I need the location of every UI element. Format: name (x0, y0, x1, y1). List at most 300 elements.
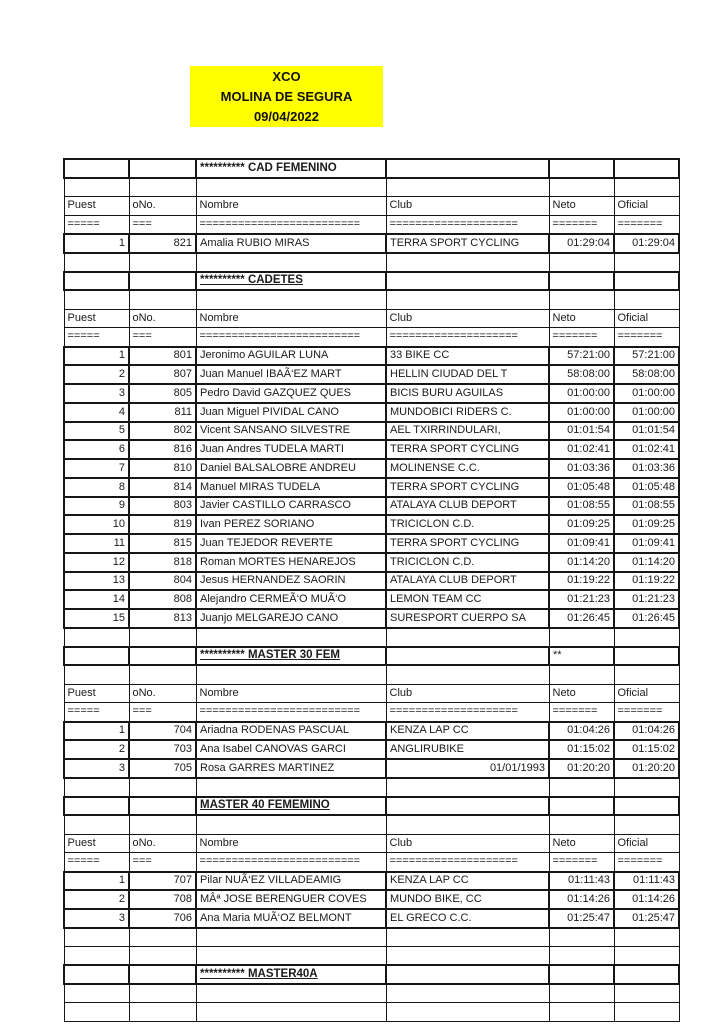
cell-puesto: 2 (64, 365, 129, 384)
cell-oficial: 01:05:48 (614, 478, 679, 497)
empty-cell (614, 1003, 679, 1022)
empty-cell (386, 778, 549, 797)
cell-dorsal: 707 (129, 872, 196, 891)
cell-neto: 01:09:25 (549, 515, 614, 534)
empty-cell (549, 253, 614, 272)
separator: ========================= (196, 853, 386, 872)
cell-club: MUNDO BIKE, CC (386, 890, 549, 909)
section-title-row (64, 647, 679, 666)
column-header-dorsal: oNo. (129, 834, 196, 853)
section-neto-mark: ** (549, 647, 614, 666)
result-row (64, 459, 679, 478)
column-header-nombre: Nombre (196, 309, 386, 328)
empty-cell (129, 178, 196, 197)
empty-cell (614, 647, 679, 666)
empty-cell (64, 984, 129, 1003)
result-row (64, 365, 679, 384)
cell-nombre: Juan TEJEDOR REVERTE (196, 534, 386, 553)
empty-cell (614, 628, 679, 647)
cell-club: KENZA LAP CC (386, 872, 549, 891)
column-header-nombre: Nombre (196, 684, 386, 703)
separator-row (64, 853, 679, 872)
separator-row (64, 215, 679, 234)
empty-row (64, 984, 679, 1003)
cell-dorsal: 810 (129, 459, 196, 478)
cell-neto: 01:26:45 (549, 609, 614, 628)
result-row (64, 478, 679, 497)
section-title: ********** CAD FEMENINO (196, 159, 386, 178)
column-header-puesto: Puest (64, 684, 129, 703)
separator-row (64, 328, 679, 347)
cell-club: ATALAYA CLUB DEPORT (386, 572, 549, 591)
cell-puesto: 1 (64, 722, 129, 741)
cell-nombre: Jesus HERNANDEZ SAORIN (196, 572, 386, 591)
cell-club: 33 BIKE CC (386, 347, 549, 366)
cell-nombre: Ariadna RODENAS PASCUAL (196, 722, 386, 741)
result-row (64, 572, 679, 591)
cell-nombre: Juan Andres TUDELA MARTI (196, 440, 386, 459)
cell-neto: 01:19:22 (549, 572, 614, 591)
separator: ==================== (386, 328, 549, 347)
section-title: ********** CADETES (196, 272, 386, 291)
cell-nombre: Pedro David GAZQUEZ QUES (196, 384, 386, 403)
empty-cell (386, 178, 549, 197)
cell-dorsal: 818 (129, 553, 196, 572)
column-header-row (64, 309, 679, 328)
cell-club: TERRA SPORT CYCLING (386, 534, 549, 553)
cell-neto: 01:05:48 (549, 478, 614, 497)
separator: ===== (64, 215, 129, 234)
result-row (64, 440, 679, 459)
empty-row (64, 290, 679, 309)
empty-cell (64, 1003, 129, 1022)
cell-dorsal: 802 (129, 422, 196, 441)
empty-row (64, 178, 679, 197)
empty-cell (549, 984, 614, 1003)
empty-cell (386, 1003, 549, 1022)
cell-neto: 01:08:55 (549, 497, 614, 516)
empty-cell (549, 928, 614, 947)
column-header-oficial: Oficial (614, 684, 679, 703)
empty-cell (614, 272, 679, 291)
cell-club: TERRA SPORT CYCLING (386, 478, 549, 497)
result-row (64, 722, 679, 741)
column-header-nombre: Nombre (196, 197, 386, 216)
empty-cell (386, 947, 549, 966)
cell-puesto: 2 (64, 740, 129, 759)
cell-neto: 01:04:26 (549, 722, 614, 741)
result-row (64, 347, 679, 366)
column-header-row (64, 834, 679, 853)
cell-puesto: 5 (64, 422, 129, 441)
cell-dorsal: 705 (129, 759, 196, 778)
empty-row (64, 947, 679, 966)
column-header-neto: Neto (549, 834, 614, 853)
result-row (64, 872, 679, 891)
event-name: XCO (272, 69, 301, 84)
column-header-oficial: Oficial (614, 309, 679, 328)
separator: ===== (64, 328, 129, 347)
empty-cell (549, 178, 614, 197)
cell-oficial: 01:11:43 (614, 872, 679, 891)
empty-cell (196, 984, 386, 1003)
empty-cell (196, 815, 386, 834)
cell-neto: 01:11:43 (549, 872, 614, 891)
column-header-oficial: Oficial (614, 834, 679, 853)
cell-oficial: 01:14:26 (614, 890, 679, 909)
empty-row (64, 253, 679, 272)
cell-puesto: 12 (64, 553, 129, 572)
separator: ======= (549, 215, 614, 234)
cell-club: TERRA SPORT CYCLING (386, 440, 549, 459)
cell-puesto: 15 (64, 609, 129, 628)
cell-oficial: 01:00:00 (614, 403, 679, 422)
cell-nombre: Daniel BALSALOBRE ANDREU (196, 459, 386, 478)
separator: ======= (549, 703, 614, 722)
cell-oficial: 01:20:20 (614, 759, 679, 778)
cell-oficial: 01:14:20 (614, 553, 679, 572)
result-row (64, 403, 679, 422)
section-title: ********** MASTER40A (196, 965, 386, 984)
cell-neto: 01:09:41 (549, 534, 614, 553)
empty-cell (386, 647, 549, 666)
cell-nombre: Vicent SANSANO SILVESTRE (196, 422, 386, 441)
section-title-row (64, 965, 679, 984)
empty-cell (129, 965, 196, 984)
cell-neto: 57:21:00 (549, 347, 614, 366)
result-row (64, 515, 679, 534)
empty-cell (64, 797, 129, 816)
separator: ===== (64, 703, 129, 722)
empty-cell (64, 928, 129, 947)
cell-oficial: 01:00:00 (614, 384, 679, 403)
cell-club: LEMON TEAM CC (386, 590, 549, 609)
cell-neto: 01:03:36 (549, 459, 614, 478)
cell-neto: 58:08:00 (549, 365, 614, 384)
cell-dorsal: 801 (129, 347, 196, 366)
cell-nombre: Jeronimo AGUILAR LUNA (196, 347, 386, 366)
cell-dorsal: 703 (129, 740, 196, 759)
empty-cell (549, 778, 614, 797)
separator: ======= (549, 328, 614, 347)
cell-oficial: 01:09:41 (614, 534, 679, 553)
cell-oficial: 58:08:00 (614, 365, 679, 384)
column-header-neto: Neto (549, 684, 614, 703)
cell-nombre: Manuel MIRAS TUDELA (196, 478, 386, 497)
empty-cell (549, 159, 614, 178)
cell-oficial: 01:04:26 (614, 722, 679, 741)
empty-cell (386, 928, 549, 947)
empty-cell (614, 815, 679, 834)
empty-cell (196, 928, 386, 947)
event-date: 09/04/2022 (253, 109, 320, 124)
separator: ==================== (386, 703, 549, 722)
empty-row (64, 928, 679, 947)
separator: ========================= (196, 703, 386, 722)
cell-puesto: 10 (64, 515, 129, 534)
cell-puesto: 9 (64, 497, 129, 516)
cell-nombre: Juan Miguel PIVIDAL CANO (196, 403, 386, 422)
empty-cell (614, 797, 679, 816)
empty-cell (64, 272, 129, 291)
results-table-body (64, 159, 679, 1022)
empty-cell (549, 628, 614, 647)
result-row (64, 384, 679, 403)
column-header-neto: Neto (549, 309, 614, 328)
cell-club: KENZA LAP CC (386, 722, 549, 741)
empty-cell (129, 665, 196, 684)
column-header-club: Club (386, 684, 549, 703)
cell-club: EL GRECO C.C. (386, 909, 549, 928)
cell-neto: 01:25:47 (549, 909, 614, 928)
cell-club: MOLINENSE C.C. (386, 459, 549, 478)
separator: === (129, 853, 196, 872)
column-header-club: Club (386, 309, 549, 328)
empty-cell (386, 815, 549, 834)
empty-cell (614, 965, 679, 984)
separator: ===== (64, 853, 129, 872)
cell-oficial: 01:02:41 (614, 440, 679, 459)
cell-nombre: Amalia RUBIO MIRAS (196, 234, 386, 253)
empty-cell (64, 965, 129, 984)
empty-row (64, 1003, 679, 1022)
empty-cell (196, 178, 386, 197)
cell-puesto: 7 (64, 459, 129, 478)
empty-cell (129, 815, 196, 834)
result-row (64, 909, 679, 928)
cell-dorsal: 704 (129, 722, 196, 741)
empty-row (64, 778, 679, 797)
empty-cell (129, 253, 196, 272)
cell-dorsal: 803 (129, 497, 196, 516)
separator-row (64, 703, 679, 722)
cell-neto: 01:00:00 (549, 403, 614, 422)
event-location: MOLINA DE SEGURA (220, 89, 353, 104)
cell-club: AEL TXIRRINDULARI, (386, 422, 549, 441)
result-row (64, 534, 679, 553)
cell-nombre: Roman MORTES HENAREJOS (196, 553, 386, 572)
cell-oficial: 01:29:04 (614, 234, 679, 253)
cell-puesto: 3 (64, 909, 129, 928)
column-header-dorsal: oNo. (129, 309, 196, 328)
cell-club: HELLIN CIUDAD DEL T (386, 365, 549, 384)
cell-dorsal: 808 (129, 590, 196, 609)
empty-cell (386, 628, 549, 647)
result-row (64, 890, 679, 909)
result-row (64, 234, 679, 253)
empty-cell (64, 159, 129, 178)
section-title-row (64, 159, 679, 178)
empty-cell (614, 947, 679, 966)
separator: ======= (549, 853, 614, 872)
empty-row (64, 628, 679, 647)
empty-cell (129, 647, 196, 666)
section-title: ********** MASTER 30 FEM (196, 647, 386, 666)
result-row (64, 609, 679, 628)
cell-dorsal: 706 (129, 909, 196, 928)
cell-oficial: 01:01:54 (614, 422, 679, 441)
cell-neto: 01:20:20 (549, 759, 614, 778)
cell-dorsal: 804 (129, 572, 196, 591)
empty-cell (64, 778, 129, 797)
empty-cell (386, 272, 549, 291)
cell-dorsal: 815 (129, 534, 196, 553)
empty-cell (64, 815, 129, 834)
empty-cell (386, 797, 549, 816)
cell-club: SURESPORT CUERPO SA (386, 609, 549, 628)
cell-nombre: Rosa GARRES MARTINEZ (196, 759, 386, 778)
cell-oficial: 57:21:00 (614, 347, 679, 366)
separator: ========================= (196, 328, 386, 347)
separator: === (129, 703, 196, 722)
column-header-neto: Neto (549, 197, 614, 216)
cell-neto: 01:02:41 (549, 440, 614, 459)
empty-cell (549, 665, 614, 684)
cell-neto: 01:29:04 (549, 234, 614, 253)
empty-cell (129, 778, 196, 797)
cell-oficial: 01:21:23 (614, 590, 679, 609)
empty-cell (196, 947, 386, 966)
cell-puesto: 14 (64, 590, 129, 609)
empty-cell (614, 984, 679, 1003)
column-header-row (64, 197, 679, 216)
cell-neto: 01:01:54 (549, 422, 614, 441)
cell-puesto: 6 (64, 440, 129, 459)
cell-nombre: Juan Manuel IBAÃ‘EZ MART (196, 365, 386, 384)
cell-nombre: Alejandro CERMEÃ‘O MUÃ‘O (196, 590, 386, 609)
separator: ======= (614, 703, 679, 722)
separator: ======= (614, 328, 679, 347)
cell-oficial: 01:09:25 (614, 515, 679, 534)
cell-puesto: 11 (64, 534, 129, 553)
cell-club: TRICICLON C.D. (386, 515, 549, 534)
empty-cell (614, 159, 679, 178)
cell-puesto: 3 (64, 384, 129, 403)
empty-cell (614, 778, 679, 797)
cell-oficial: 01:19:22 (614, 572, 679, 591)
empty-cell (129, 947, 196, 966)
cell-club: MUNDOBICI RIDERS C. (386, 403, 549, 422)
cell-nombre: MÂª JOSE BERENGUER COVES (196, 890, 386, 909)
empty-row (64, 815, 679, 834)
empty-cell (386, 984, 549, 1003)
section-title-row (64, 272, 679, 291)
empty-cell (64, 178, 129, 197)
cell-nombre: Pilar NUÃ‘EZ VILLADEAMIG (196, 872, 386, 891)
cell-nombre: Juanjo MELGAREJO CANO (196, 609, 386, 628)
cell-oficial: 01:03:36 (614, 459, 679, 478)
empty-cell (549, 947, 614, 966)
cell-puesto: 3 (64, 759, 129, 778)
empty-cell (549, 797, 614, 816)
empty-cell (614, 290, 679, 309)
cell-puesto: 8 (64, 478, 129, 497)
empty-cell (196, 253, 386, 272)
section-title-row (64, 797, 679, 816)
cell-club: ANGLIRUBIKE (386, 740, 549, 759)
cell-neto: 01:15:02 (549, 740, 614, 759)
empty-cell (549, 290, 614, 309)
empty-cell (64, 628, 129, 647)
cell-puesto: 1 (64, 347, 129, 366)
column-header-puesto: Puest (64, 197, 129, 216)
empty-cell (386, 253, 549, 272)
separator: === (129, 328, 196, 347)
empty-cell (386, 965, 549, 984)
result-row (64, 497, 679, 516)
column-header-oficial: Oficial (614, 197, 679, 216)
empty-cell (386, 665, 549, 684)
cell-neto: 01:21:23 (549, 590, 614, 609)
empty-cell (129, 159, 196, 178)
result-row (64, 590, 679, 609)
cell-oficial: 01:15:02 (614, 740, 679, 759)
cell-nombre: Ivan PEREZ SORIANO (196, 515, 386, 534)
empty-cell (64, 665, 129, 684)
cell-neto: 01:14:20 (549, 553, 614, 572)
separator: ==================== (386, 215, 549, 234)
column-header-club: Club (386, 197, 549, 216)
separator: ======= (614, 215, 679, 234)
empty-cell (129, 928, 196, 947)
empty-cell (549, 272, 614, 291)
section-title: MASTER 40 FEMEMINO (196, 797, 386, 816)
empty-cell (386, 290, 549, 309)
cell-dorsal: 708 (129, 890, 196, 909)
empty-cell (129, 797, 196, 816)
cell-neto: 01:14:26 (549, 890, 614, 909)
column-header-puesto: Puest (64, 309, 129, 328)
cell-oficial: 01:26:45 (614, 609, 679, 628)
empty-cell (196, 1003, 386, 1022)
cell-dorsal: 805 (129, 384, 196, 403)
result-row (64, 553, 679, 572)
cell-club: TRICICLON C.D. (386, 553, 549, 572)
cell-puesto: 1 (64, 234, 129, 253)
empty-cell (614, 665, 679, 684)
cell-dorsal: 813 (129, 609, 196, 628)
cell-puesto: 13 (64, 572, 129, 591)
empty-cell (129, 984, 196, 1003)
empty-cell (129, 1003, 196, 1022)
cell-nombre: Javier CASTILLO CARRASCO (196, 497, 386, 516)
empty-cell (549, 815, 614, 834)
empty-cell (196, 778, 386, 797)
separator: === (129, 215, 196, 234)
event-title-box (190, 66, 383, 127)
cell-dorsal: 807 (129, 365, 196, 384)
cell-oficial: 01:08:55 (614, 497, 679, 516)
cell-dorsal: 816 (129, 440, 196, 459)
result-row (64, 422, 679, 441)
column-header-dorsal: oNo. (129, 684, 196, 703)
empty-cell (129, 628, 196, 647)
column-header-club: Club (386, 834, 549, 853)
cell-nombre: Ana Isabel CANOVAS GARCI (196, 740, 386, 759)
empty-cell (614, 253, 679, 272)
cell-dorsal: 811 (129, 403, 196, 422)
column-header-nombre: Nombre (196, 834, 386, 853)
empty-cell (196, 290, 386, 309)
empty-cell (549, 965, 614, 984)
cell-club: 01/01/1993 (386, 759, 549, 778)
cell-oficial: 01:25:47 (614, 909, 679, 928)
empty-cell (64, 253, 129, 272)
cell-neto: 01:00:00 (549, 384, 614, 403)
empty-row (64, 665, 679, 684)
cell-club: TERRA SPORT CYCLING (386, 234, 549, 253)
cell-dorsal: 821 (129, 234, 196, 253)
